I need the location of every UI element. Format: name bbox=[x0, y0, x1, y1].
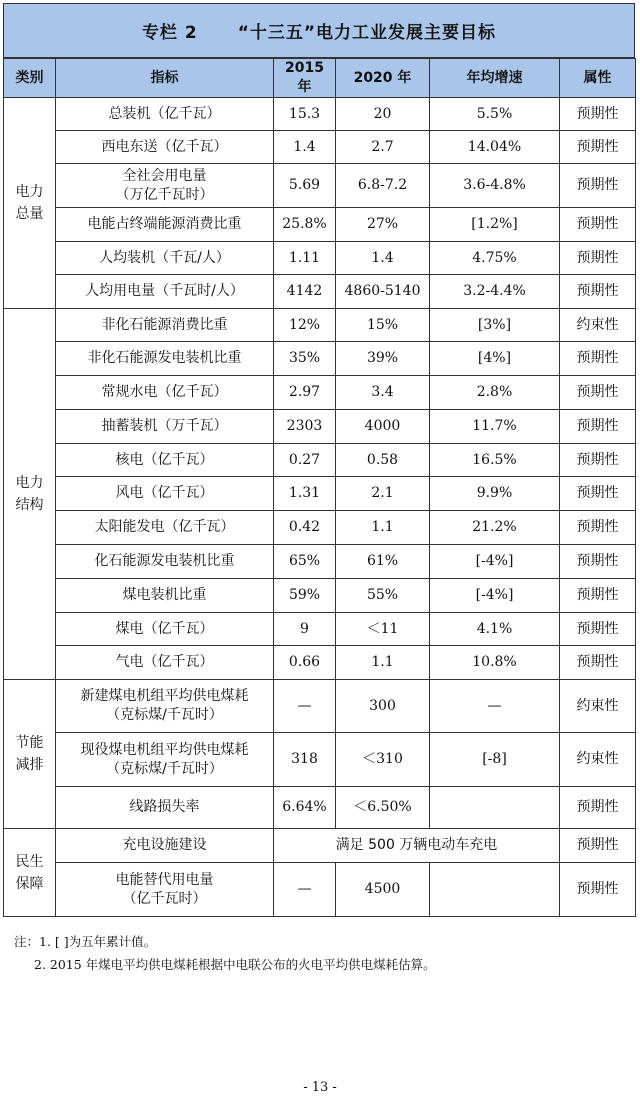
indicator-cell: 抽蓄装机（万千瓦） bbox=[56, 410, 274, 444]
indicator-cell: 煤电装机比重 bbox=[56, 579, 274, 613]
value-2020-cell: 0.58 bbox=[336, 444, 430, 477]
category-cell: 民生 保障 bbox=[4, 829, 56, 917]
indicator-cell: 核电（亿千瓦） bbox=[56, 444, 274, 477]
value-2015-cell: 59% bbox=[274, 579, 336, 613]
value-2020-cell: 55% bbox=[336, 579, 430, 613]
attribute-cell: 预期性 bbox=[560, 829, 636, 863]
table-row bbox=[4, 164, 636, 208]
growth-cell: [-4%] bbox=[430, 579, 560, 613]
attribute-cell: 预期性 bbox=[560, 444, 636, 477]
header-row bbox=[4, 59, 636, 98]
note-2: 2. 2015 年煤电平均供电煤耗根据中电联公布的火电平均供电煤耗估算。 bbox=[34, 957, 436, 972]
attribute-cell: 预期性 bbox=[560, 863, 636, 917]
growth-cell: 4.1% bbox=[430, 613, 560, 646]
attribute-cell: 预期性 bbox=[560, 579, 636, 613]
indicator-cell: 电能占终端能源消费比重 bbox=[56, 208, 274, 242]
value-2015-cell: 2.97 bbox=[274, 376, 336, 410]
header-indicator: 指标 bbox=[56, 59, 274, 98]
table-row bbox=[4, 309, 636, 342]
indicator-cell: 常规水电（亿千瓦） bbox=[56, 376, 274, 410]
header-2015: 2015 年 bbox=[274, 59, 336, 98]
value-2020-cell: 1.1 bbox=[336, 646, 430, 680]
growth-cell: 10.8% bbox=[430, 646, 560, 680]
indicator-cell: 人均用电量（千瓦时/人） bbox=[56, 275, 274, 309]
value-2020-cell: 15% bbox=[336, 309, 430, 342]
indicator-cell: 人均装机（千瓦/人） bbox=[56, 242, 274, 275]
value-2015-cell: 0.66 bbox=[274, 646, 336, 680]
value-2020-cell: 27% bbox=[336, 208, 430, 242]
attribute-cell: 预期性 bbox=[560, 477, 636, 511]
table-row bbox=[4, 376, 636, 410]
value-2020-cell: 4000 bbox=[336, 410, 430, 444]
targets-table bbox=[3, 58, 636, 917]
growth-cell: [3%] bbox=[430, 309, 560, 342]
value-2020-cell: 3.4 bbox=[336, 376, 430, 410]
table-row bbox=[4, 131, 636, 164]
indicator-cell: 总装机（亿千瓦） bbox=[56, 98, 274, 131]
growth-cell: [4%] bbox=[430, 342, 560, 376]
value-2020-cell: 1.1 bbox=[336, 511, 430, 545]
value-2020-cell: 1.4 bbox=[336, 242, 430, 275]
table-row bbox=[4, 444, 636, 477]
attribute-cell: 预期性 bbox=[560, 646, 636, 680]
value-2015-cell: 65% bbox=[274, 545, 336, 579]
header-category: 类别 bbox=[4, 59, 56, 98]
value-2020-cell: 39% bbox=[336, 342, 430, 376]
value-2020-cell: ＜310 bbox=[336, 733, 430, 787]
attribute-cell: 预期性 bbox=[560, 410, 636, 444]
value-2015-cell: 0.27 bbox=[274, 444, 336, 477]
value-2015-cell: 2303 bbox=[274, 410, 336, 444]
table-row bbox=[4, 579, 636, 613]
growth-cell: 21.2% bbox=[430, 511, 560, 545]
title-text: “十三五”电力工业发展主要目标 bbox=[237, 23, 497, 43]
attribute-cell: 预期性 bbox=[560, 787, 636, 829]
growth-cell: 4.75% bbox=[430, 242, 560, 275]
value-2020-cell: 61% bbox=[336, 545, 430, 579]
category-cell: 电力 总量 bbox=[4, 98, 56, 309]
value-2020-cell: 6.8-7.2 bbox=[336, 164, 430, 208]
page-number: - 13 - bbox=[303, 1080, 337, 1095]
indicator-cell: 化石能源发电装机比重 bbox=[56, 545, 274, 579]
table-row bbox=[4, 242, 636, 275]
notes bbox=[14, 930, 436, 976]
note-1: 注：1. [ ]为五年累计值。 bbox=[14, 934, 157, 949]
growth-cell: 3.2-4.4% bbox=[430, 275, 560, 309]
table-row bbox=[4, 410, 636, 444]
indicator-cell: 煤电（亿千瓦） bbox=[56, 613, 274, 646]
indicator-cell: 线路损失率 bbox=[56, 787, 274, 829]
indicator-cell: 新建煤电机组平均供电煤耗 （克标煤/千瓦时） bbox=[56, 680, 274, 733]
attribute-cell: 约束性 bbox=[560, 733, 636, 787]
value-2015-cell: 4142 bbox=[274, 275, 336, 309]
growth-cell: [1.2%] bbox=[430, 208, 560, 242]
indicator-cell: 非化石能源发电装机比重 bbox=[56, 342, 274, 376]
table-row bbox=[4, 680, 636, 733]
growth-cell bbox=[430, 787, 560, 829]
table-row bbox=[4, 733, 636, 787]
table-title bbox=[3, 3, 635, 58]
growth-cell: — bbox=[430, 680, 560, 733]
attribute-cell: 预期性 bbox=[560, 164, 636, 208]
value-2015-cell: 25.8% bbox=[274, 208, 336, 242]
indicator-cell: 全社会用电量 （万亿千瓦时） bbox=[56, 164, 274, 208]
growth-cell: 11.7% bbox=[430, 410, 560, 444]
category-cell: 节能 减排 bbox=[4, 680, 56, 829]
table-row bbox=[4, 275, 636, 309]
value-2015-cell: 6.64% bbox=[274, 787, 336, 829]
value-2015-cell: 318 bbox=[274, 733, 336, 787]
indicator-cell: 充电设施建设 bbox=[56, 829, 274, 863]
table-row bbox=[4, 98, 636, 131]
header-growth: 年均增速 bbox=[430, 59, 560, 98]
growth-cell: 16.5% bbox=[430, 444, 560, 477]
growth-cell: 2.8% bbox=[430, 376, 560, 410]
attribute-cell: 预期性 bbox=[560, 242, 636, 275]
indicator-cell: 电能替代用电量 （亿千瓦时） bbox=[56, 863, 274, 917]
attribute-cell: 预期性 bbox=[560, 376, 636, 410]
value-2020-cell: 4860-5140 bbox=[336, 275, 430, 309]
value-2020-cell: 4500 bbox=[336, 863, 430, 917]
value-2020-cell: 2.1 bbox=[336, 477, 430, 511]
indicator-cell: 非化石能源消费比重 bbox=[56, 309, 274, 342]
growth-cell: 9.9% bbox=[430, 477, 560, 511]
table-frame bbox=[3, 3, 635, 917]
attribute-cell: 预期性 bbox=[560, 275, 636, 309]
value-2015-cell: 12% bbox=[274, 309, 336, 342]
merged-value-cell: 满足 500 万辆电动车充电 bbox=[274, 829, 560, 863]
attribute-cell: 预期性 bbox=[560, 545, 636, 579]
indicator-cell: 太阳能发电（亿千瓦） bbox=[56, 511, 274, 545]
attribute-cell: 约束性 bbox=[560, 309, 636, 342]
value-2015-cell: 1.4 bbox=[274, 131, 336, 164]
table-row bbox=[4, 613, 636, 646]
value-2015-cell: — bbox=[274, 863, 336, 917]
table-body bbox=[4, 98, 636, 917]
table-row bbox=[4, 863, 636, 917]
growth-cell: [-8] bbox=[430, 733, 560, 787]
attribute-cell: 约束性 bbox=[560, 680, 636, 733]
attribute-cell: 预期性 bbox=[560, 131, 636, 164]
attribute-cell: 预期性 bbox=[560, 511, 636, 545]
growth-cell: 14.04% bbox=[430, 131, 560, 164]
attribute-cell: 预期性 bbox=[560, 208, 636, 242]
value-2020-cell: ＜11 bbox=[336, 613, 430, 646]
growth-cell: [-4%] bbox=[430, 545, 560, 579]
value-2015-cell: 5.69 bbox=[274, 164, 336, 208]
indicator-cell: 现役煤电机组平均供电煤耗 （克标煤/千瓦时） bbox=[56, 733, 274, 787]
value-2015-cell: 1.31 bbox=[274, 477, 336, 511]
attribute-cell: 预期性 bbox=[560, 613, 636, 646]
column-label: 专栏 2 bbox=[141, 23, 198, 43]
category-cell: 电力 结构 bbox=[4, 309, 56, 680]
value-2015-cell: — bbox=[274, 680, 336, 733]
table-row bbox=[4, 208, 636, 242]
header-attribute: 属性 bbox=[560, 59, 636, 98]
table-row bbox=[4, 477, 636, 511]
value-2015-cell: 9 bbox=[274, 613, 336, 646]
value-2020-cell: 300 bbox=[336, 680, 430, 733]
value-2015-cell: 15.3 bbox=[274, 98, 336, 131]
header-2020: 2020 年 bbox=[336, 59, 430, 98]
table-row bbox=[4, 787, 636, 829]
value-2020-cell: 2.7 bbox=[336, 131, 430, 164]
value-2015-cell: 1.11 bbox=[274, 242, 336, 275]
indicator-cell: 西电东送（亿千瓦） bbox=[56, 131, 274, 164]
table-row bbox=[4, 829, 636, 863]
table-row bbox=[4, 646, 636, 680]
growth-cell: 5.5% bbox=[430, 98, 560, 131]
value-2015-cell: 0.42 bbox=[274, 511, 336, 545]
indicator-cell: 风电（亿千瓦） bbox=[56, 477, 274, 511]
attribute-cell: 预期性 bbox=[560, 342, 636, 376]
table-row bbox=[4, 545, 636, 579]
value-2015-cell: 35% bbox=[274, 342, 336, 376]
growth-cell bbox=[430, 863, 560, 917]
table-row bbox=[4, 342, 636, 376]
indicator-cell: 气电（亿千瓦） bbox=[56, 646, 274, 680]
attribute-cell: 预期性 bbox=[560, 98, 636, 131]
value-2020-cell: 20 bbox=[336, 98, 430, 131]
table-row bbox=[4, 511, 636, 545]
growth-cell: 3.6-4.8% bbox=[430, 164, 560, 208]
value-2020-cell: ＜6.50% bbox=[336, 787, 430, 829]
